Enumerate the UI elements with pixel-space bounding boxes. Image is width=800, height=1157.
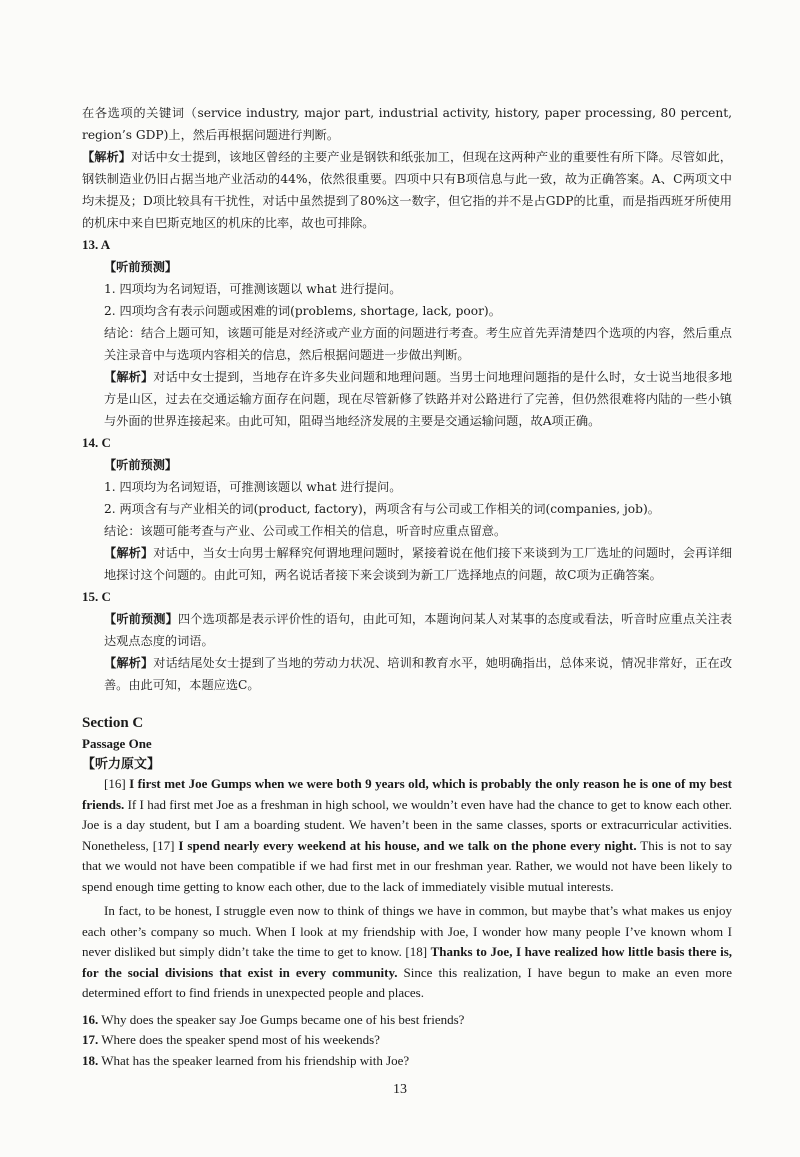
analysis-paragraph — [104, 652, 732, 696]
passage-text: Since this realization, I have begun to make an even more determined effort to find friends in unexpected people and places. — [82, 964, 732, 1000]
analysis-tag: 【解析】 — [104, 546, 154, 560]
pre-listening-text: 四个选项都是表示评价性的语句，由此可知，本题询问某人对某事的态度或看法，听音时应重点关注表达观点态度的词语。 — [104, 612, 733, 648]
pre-point-2: 2. 两项含有与产业相关的词(product, factory)，两项含有与公司或工作相关的词(companies, job)。 — [104, 502, 660, 516]
question-number: 16. — [82, 1011, 99, 1027]
question-17 — [82, 1030, 732, 1051]
analysis-tag: 【解析】 — [104, 370, 154, 384]
passage-title: Passage One — [82, 736, 152, 751]
analysis-paragraph — [104, 366, 732, 432]
analysis-tag: 【解析】 — [82, 150, 132, 164]
intro-text: 在各选项的关键词（service industry, major part, industrial activity, history, paper processing, 80 percent, region’s GDP)上，然后再根据问题进行判断。 — [82, 106, 732, 142]
conclusion-text: 结论：结合上题可知，该题可能是对经济或产业方面的问题进行考查。考生应首先弄清楚四个选项的内容，然后重点关注录音中与选项内容相关的信息，然后根据问题进一步做出判断。 — [104, 326, 732, 362]
question-14-block — [82, 454, 732, 586]
pre-listening-tag: 【听前预测】 — [104, 612, 178, 626]
pre-point-1: 1. 四项均为名词短语，可推测该题以 what 进行提问。 — [104, 282, 402, 296]
page-number: 13 — [393, 1082, 407, 1097]
question-13-answer: 13. A — [82, 237, 111, 252]
question-text: Where does the speaker spend most of his weekends? — [101, 1032, 380, 1047]
analysis-tag: 【解析】 — [104, 656, 154, 670]
marker-17: [17] — [152, 837, 175, 853]
question-text: What has the speaker learned from his friendship with Joe? — [101, 1052, 410, 1068]
question-text: Why does the speaker say Joe Gumps became one of his best friends? — [101, 1011, 465, 1027]
question-13-block — [82, 256, 732, 432]
key-sentence-16: I first met Joe Gumps when we were both 9 years old, which is probably the only reason he is one of my best friends. — [82, 776, 732, 812]
passage-text: If I had first met Joe as a freshman in high school, we wouldn’t even have had the chance to get to know each other. Joe is a day student, but I am a boarding student. We haven’t been in the same classes, sports or extracurricular activities. Nonetheless, — [82, 796, 732, 853]
passage-paragraph-1 — [82, 774, 732, 897]
question-number: 17. — [82, 1032, 99, 1047]
analysis-paragraph — [82, 146, 732, 234]
section-title: Section C — [82, 715, 144, 731]
pre-point-2: 2. 四项均含有表示问题或困难的词(problems, shortage, lack, poor)。 — [104, 304, 501, 318]
analysis-text: 对话结尾处女士提到了当地的劳动力状况、培训和教育水平，她明确指出，总体来说，情况非常好，正在改善。由此可知，本题应选C。 — [104, 656, 732, 692]
marker-18: [18] — [405, 944, 428, 959]
question-15-block — [82, 608, 732, 696]
question-14-answer: 14. C — [82, 435, 111, 450]
pre-point-1: 1. 四项均为名词短语，可推测该题以 what 进行提问。 — [104, 480, 402, 494]
analysis-text: 对话中女士提到，当地存在许多失业问题和地理问题。当男士问地理问题指的是什么时，女士说当地很多地方是山区，过去在交通运输方面存在问题，现在尽管新修了铁路并对公路进行了完善，但仍然很难将内陆的一些小镇与外面的世界连接起来。由此可知，阻碍当地经济发展的主要是交通运输问题，故A项正确。 — [104, 370, 732, 428]
analysis-text: 对话中女士提到，该地区曾经的主要产业是钢铁和纸张加工，但现在这两种产业的重要性有所下降。尽管如此，钢铁制造业仍旧占据当地产业活动的44%，依然很重要。四项中只有B项信息与此一致，故为正确答案。A、C两项文中均未提及；D项比较具有干扰性，对话中虽然提到了80%这一数字，但它指的并不是占GDP的比重，而是指西班牙所使用的机床中来自巴斯克地区的机床的比率，故也可排除。 — [82, 150, 732, 230]
marker-16: [16] — [104, 776, 126, 791]
question-number: 18. — [82, 1052, 99, 1068]
key-sentence-18: Thanks to Joe, I have realized how little basis there is, for the social divisions that exist in every community. — [82, 944, 733, 980]
pre-listening-paragraph — [104, 608, 732, 652]
question-18 — [82, 1051, 732, 1072]
question-15-answer: 15. C — [82, 589, 111, 604]
script-tag: 【听力原文】 — [82, 756, 161, 771]
passage-text: This is not to say that we would not have been compatible if we had first met in our freshman year. Rather, we would not have been likely to spend enough time getting to know each other, due to the lack of immediately visible mutual interests. — [82, 837, 733, 894]
passage-text: In fact, to be honest, I struggle even now to think of things we have in common, but maybe that’s what makes us enjoy each other’s company so much. When I look at my friendship with Joe, I wonder how many people I’ve known whom I never disliked but simply didn’t take the time to get to know. — [82, 903, 732, 959]
analysis-paragraph — [104, 542, 732, 586]
passage-paragraph-2 — [82, 901, 732, 1004]
analysis-text: 对话中，当女士向男士解释究何谓地理问题时，紧接着说在他们接下来谈到为工厂选址的问题时，会再详细地探讨这个问题的。由此可知，两名说话者接下来会谈到为新工厂选择地点的问题，故C项为正确答案。 — [104, 546, 732, 582]
question-16 — [82, 1010, 732, 1031]
conclusion-text: 结论：该题可能考查与产业、公司或工作相关的信息，听音时应重点留意。 — [104, 524, 507, 538]
pre-listening-tag: 【听前预测】 — [104, 458, 178, 472]
pre-listening-tag: 【听前预测】 — [104, 260, 178, 274]
page-content — [82, 102, 732, 1071]
key-sentence-17: I spend nearly every weekend at his house, and we talk on the phone every night. — [178, 837, 637, 853]
